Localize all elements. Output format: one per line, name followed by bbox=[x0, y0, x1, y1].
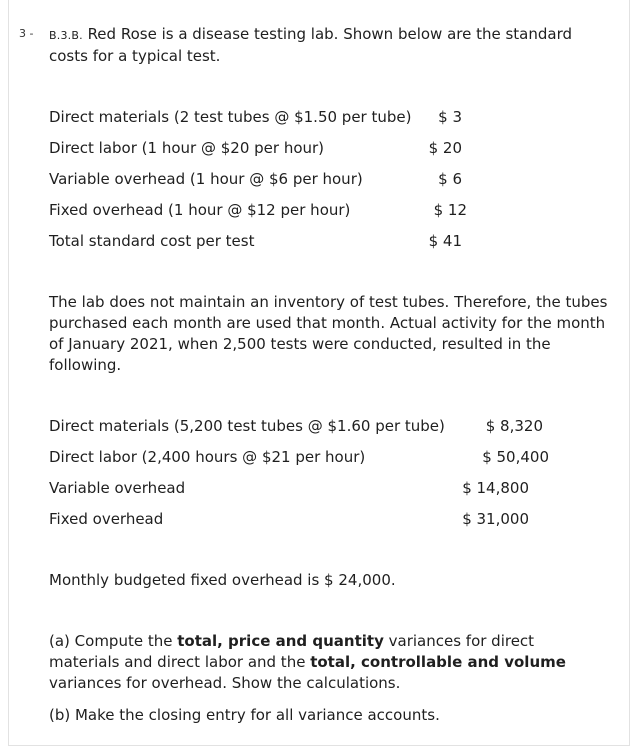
middle-paragraph: The lab does not maintain an inventory of test tubes. Therefore, the tubes purchased each month are used that month. Actual activity for the month of January 2021, when 2,500 tests were conducted, resulted in the following. bbox=[49, 293, 608, 374]
std-row-label: Total standard cost per test bbox=[49, 232, 255, 250]
part-a-text: variances for overhead. Show the calculations. bbox=[49, 674, 401, 692]
actual-row-label: Direct labor (2,400 hours @ $21 per hour) bbox=[49, 448, 366, 466]
question-intro bbox=[49, 24, 609, 67]
part-b-instructions: (b) Make the closing entry for all variance accounts. bbox=[49, 706, 440, 724]
part-a-bold: total, controllable and volume bbox=[310, 653, 566, 671]
std-row-value: $ 12 bbox=[433, 201, 467, 219]
std-row-label: Variable overhead (1 hour @ $6 per hour) bbox=[49, 170, 363, 188]
actual-row-label: Variable overhead bbox=[49, 479, 186, 497]
actual-row-value: $ 14,800 bbox=[462, 479, 529, 497]
actual-row-value: $ 50,400 bbox=[482, 448, 549, 466]
actual-row-label: Direct materials (5,200 test tubes @ $1.60 per tube) bbox=[49, 417, 445, 435]
part-a-bold: total, price and quantity bbox=[177, 632, 384, 650]
std-row-label: Fixed overhead (1 hour @ $12 per hour) bbox=[49, 201, 351, 219]
std-row-value: $ 41 bbox=[428, 232, 462, 250]
budget-note: Monthly budgeted fixed overhead is $ 24,000. bbox=[49, 571, 396, 589]
part-a-instructions bbox=[49, 631, 609, 694]
part-a-text: (a) Compute the bbox=[49, 632, 178, 650]
question-tag: B.3.B. bbox=[49, 29, 83, 42]
actual-row-label: Fixed overhead bbox=[49, 510, 164, 528]
actual-row-value: $ 31,000 bbox=[462, 510, 529, 528]
question-number: 3 - bbox=[19, 27, 34, 40]
std-row-value: $ 3 bbox=[438, 108, 462, 126]
std-row-label: Direct labor (1 hour @ $20 per hour) bbox=[49, 139, 325, 157]
part-a-text: variances for direct materials and direct labor and the bbox=[49, 632, 535, 671]
std-row-label: Direct materials (2 test tubes @ $1.50 per tube) bbox=[49, 108, 412, 126]
actual-row-value: $ 8,320 bbox=[485, 417, 543, 435]
std-row-value: $ 20 bbox=[428, 139, 462, 157]
std-row-value: $ 6 bbox=[438, 170, 462, 188]
intro-text: Red Rose is a disease testing lab. Shown below are the standard costs for a typical test. bbox=[49, 25, 573, 65]
